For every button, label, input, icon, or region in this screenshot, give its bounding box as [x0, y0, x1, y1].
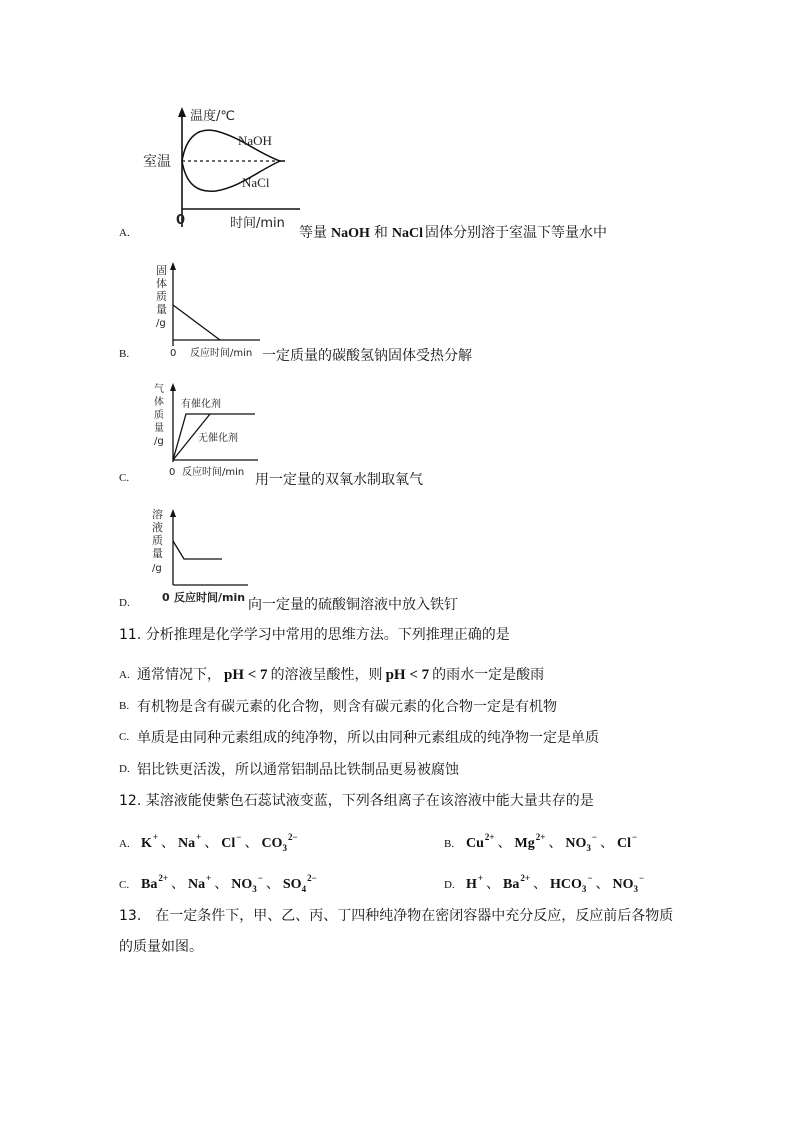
- x-axis-label: 反应时间/min: [182, 467, 245, 478]
- ion-symbol: Ba: [503, 877, 520, 892]
- y-label-char: 溶: [152, 508, 163, 521]
- origin-label: 0: [176, 213, 186, 228]
- ion-symbol: Na: [187, 877, 206, 892]
- ion-charge: −: [236, 832, 242, 842]
- y-label-char: 固: [156, 264, 167, 277]
- question-11-option-d: 铝比铁更活泼，所以通常铝制品比铁制品更易被腐蚀: [137, 762, 459, 778]
- question-11-option-c: 单质是由同种元素组成的纯净物，所以由同种元素组成的纯净物一定是单质: [137, 730, 599, 746]
- y-axis-arrow: [178, 107, 186, 117]
- origin-label: 0: [170, 348, 177, 359]
- y-label-char: 质: [156, 290, 167, 303]
- option-letter: B.: [444, 838, 455, 850]
- option-c-text: 用一定量的双氧水制取氧气: [255, 472, 423, 488]
- option-letter: C.: [119, 731, 130, 743]
- y-label-char: 气: [154, 384, 164, 395]
- separator: 、: [595, 876, 610, 892]
- ion-subscript: 4: [301, 884, 307, 894]
- separator: 、: [244, 835, 259, 851]
- without-catalyst-label: 无催化剂: [198, 433, 238, 444]
- ion-symbol: HCO: [550, 877, 582, 892]
- ion-formula: [178, 832, 202, 851]
- ion-charge: 2−: [287, 832, 298, 842]
- ion-symbol: NO: [565, 836, 587, 851]
- separator: 、: [600, 835, 615, 851]
- formula-ph: pH < 7: [224, 667, 268, 683]
- question-13-line-2: 的质量如图。: [119, 939, 203, 955]
- nacl-label: NaCl: [242, 175, 270, 190]
- separator: 、: [214, 876, 229, 892]
- text-fragment: 的雨水一定是酸雨: [432, 667, 545, 683]
- ion-subscript: 3: [282, 843, 287, 853]
- y-label-char: 质: [154, 410, 164, 421]
- y-label-char: /g: [156, 318, 166, 329]
- chart-solid-mass: [150, 258, 265, 363]
- formula-ph: pH < 7: [385, 667, 430, 683]
- naoh-label: NaOH: [238, 133, 272, 148]
- option-letter: A.: [119, 669, 130, 681]
- y-label-char: /g: [152, 563, 162, 574]
- with-catalyst-label: 有催化剂: [181, 399, 221, 410]
- ion-formula: [187, 873, 212, 892]
- option-a-text: [299, 222, 607, 242]
- y-label-char: 量: [154, 423, 164, 434]
- y-axis-arrow: [170, 262, 176, 270]
- ion-formula: [612, 873, 645, 894]
- y-label-char: 量: [156, 303, 167, 316]
- ion-charge: −: [632, 832, 638, 842]
- ion-subscript: 3: [581, 884, 587, 894]
- ion-formula: [282, 873, 317, 894]
- question-12-option-a: [141, 832, 298, 852]
- ion-charge: −: [639, 873, 645, 883]
- y-label-char: 量: [152, 547, 163, 560]
- ion-formula: [565, 832, 598, 853]
- option-d-text: 向一定量的硫酸铜溶液中放入铁钉: [248, 597, 458, 613]
- chart-temperature-naoh-nacl: [140, 105, 305, 235]
- ion-charge: 2+: [535, 832, 546, 842]
- ion-charge: 2−: [307, 873, 317, 883]
- separator: 、: [497, 835, 512, 851]
- option-letter: A.: [119, 838, 130, 850]
- option-letter: C.: [119, 472, 130, 484]
- mass-line: [173, 305, 220, 340]
- solution-mass-line: [173, 541, 222, 559]
- ion-symbol: Mg: [514, 836, 535, 851]
- ion-formula: [550, 873, 593, 894]
- ion-formula: [617, 832, 638, 851]
- text-fragment: 的溶液呈酸性，则: [270, 667, 383, 683]
- ion-charge: −: [591, 832, 598, 842]
- ion-charge: 2+: [158, 873, 168, 883]
- ion-charge: 2+: [484, 832, 495, 842]
- text-fragment: 通常情况下，: [137, 667, 221, 683]
- origin-label: 0: [162, 591, 170, 604]
- ion-symbol: K: [141, 836, 152, 851]
- ion-symbol: H: [466, 877, 477, 892]
- chart-gas-mass: [150, 382, 265, 482]
- ion-symbol: Cl: [617, 836, 632, 851]
- option-b-text: 一定质量的碳酸氢钠固体受热分解: [262, 348, 472, 364]
- room-temp-label: 室温: [143, 154, 171, 170]
- ion-formula: [466, 832, 495, 851]
- x-axis-label: 反应时间/min: [190, 348, 253, 359]
- text-fragment: 和: [373, 225, 388, 241]
- ion-subscript: 3: [252, 884, 257, 894]
- y-label-char: 体: [154, 397, 164, 408]
- option-letter: C.: [119, 879, 130, 891]
- ion-formula: [514, 832, 546, 851]
- question-12-stem: 12. 某溶液能使紫色石蕊试液变蓝，下列各组离子在该溶液中能大量共存的是: [119, 793, 594, 809]
- question-12-option-d: [466, 873, 644, 893]
- chart-solution-mass: [150, 505, 255, 605]
- option-letter: B.: [119, 348, 130, 360]
- ion-symbol: Cl: [221, 836, 236, 851]
- ion-charge: +: [206, 873, 212, 883]
- text-fragment: 固体分别溶于室温下等量水中: [425, 225, 608, 241]
- separator: 、: [161, 835, 176, 851]
- ion-charge: −: [257, 873, 263, 883]
- ion-formula: [466, 873, 484, 892]
- question-11-option-b: 有机物是含有碳元素的化合物，则含有碳元素的化合物一定是有机物: [137, 699, 557, 715]
- y-axis-arrow: [170, 383, 176, 391]
- ion-subscript: 3: [586, 843, 591, 853]
- ion-formula: [261, 832, 298, 853]
- y-label-char: 质: [152, 534, 163, 547]
- ion-symbol: SO: [282, 877, 302, 892]
- question-11-stem: 11. 分析推理是化学学习中常用的思维方法。下列推理正确的是: [119, 627, 510, 643]
- y-axis-label: 温度/℃: [190, 109, 235, 124]
- separator: 、: [486, 876, 501, 892]
- x-axis-label: 时间/min: [230, 216, 285, 231]
- y-axis-arrow: [170, 509, 176, 517]
- ion-symbol: Na: [178, 836, 196, 851]
- ion-formula: [503, 873, 531, 892]
- y-label-char: /g: [154, 436, 164, 447]
- ion-charge: +: [152, 832, 159, 842]
- separator: 、: [170, 876, 185, 892]
- formula-nacl: NaCl: [391, 226, 424, 241]
- option-letter: D.: [444, 879, 455, 891]
- ion-symbol: NO: [612, 877, 634, 892]
- y-label-char: 体: [156, 277, 167, 290]
- option-letter: B.: [119, 700, 130, 712]
- origin-label: 0: [169, 467, 176, 478]
- formula-naoh: NaOH: [331, 226, 370, 241]
- option-letter: D.: [119, 763, 130, 775]
- ion-subscript: 3: [633, 884, 639, 894]
- y-label-char: 液: [152, 521, 163, 534]
- ion-formula: [221, 832, 242, 851]
- ion-charge: +: [477, 873, 484, 883]
- separator: 、: [548, 835, 563, 851]
- separator: 、: [204, 835, 219, 851]
- ion-formula: [231, 873, 263, 894]
- question-12-option-c: [141, 873, 317, 893]
- question-11-option-a: [137, 664, 544, 684]
- separator: 、: [533, 876, 548, 892]
- x-axis-label: 反应时间/min: [174, 591, 246, 604]
- ion-charge: 2+: [520, 873, 531, 883]
- ion-charge: −: [587, 873, 593, 883]
- ion-symbol: Cu: [466, 836, 484, 851]
- option-letter: A.: [119, 227, 130, 239]
- ion-symbol: Ba: [141, 877, 158, 892]
- text-fragment: 等量: [299, 225, 327, 241]
- ion-symbol: NO: [231, 877, 253, 892]
- ion-formula: [141, 832, 159, 851]
- separator: 、: [265, 876, 280, 892]
- option-letter: D.: [119, 597, 130, 609]
- ion-charge: +: [196, 832, 202, 842]
- ion-symbol: CO: [261, 836, 283, 851]
- question-12-option-b: [466, 832, 637, 852]
- ion-formula: [141, 873, 168, 892]
- question-13-line-1: 13. 在一定条件下，甲、乙、丙、丁四种纯净物在密闭容器中充分反应，反应前后各物质: [119, 908, 674, 924]
